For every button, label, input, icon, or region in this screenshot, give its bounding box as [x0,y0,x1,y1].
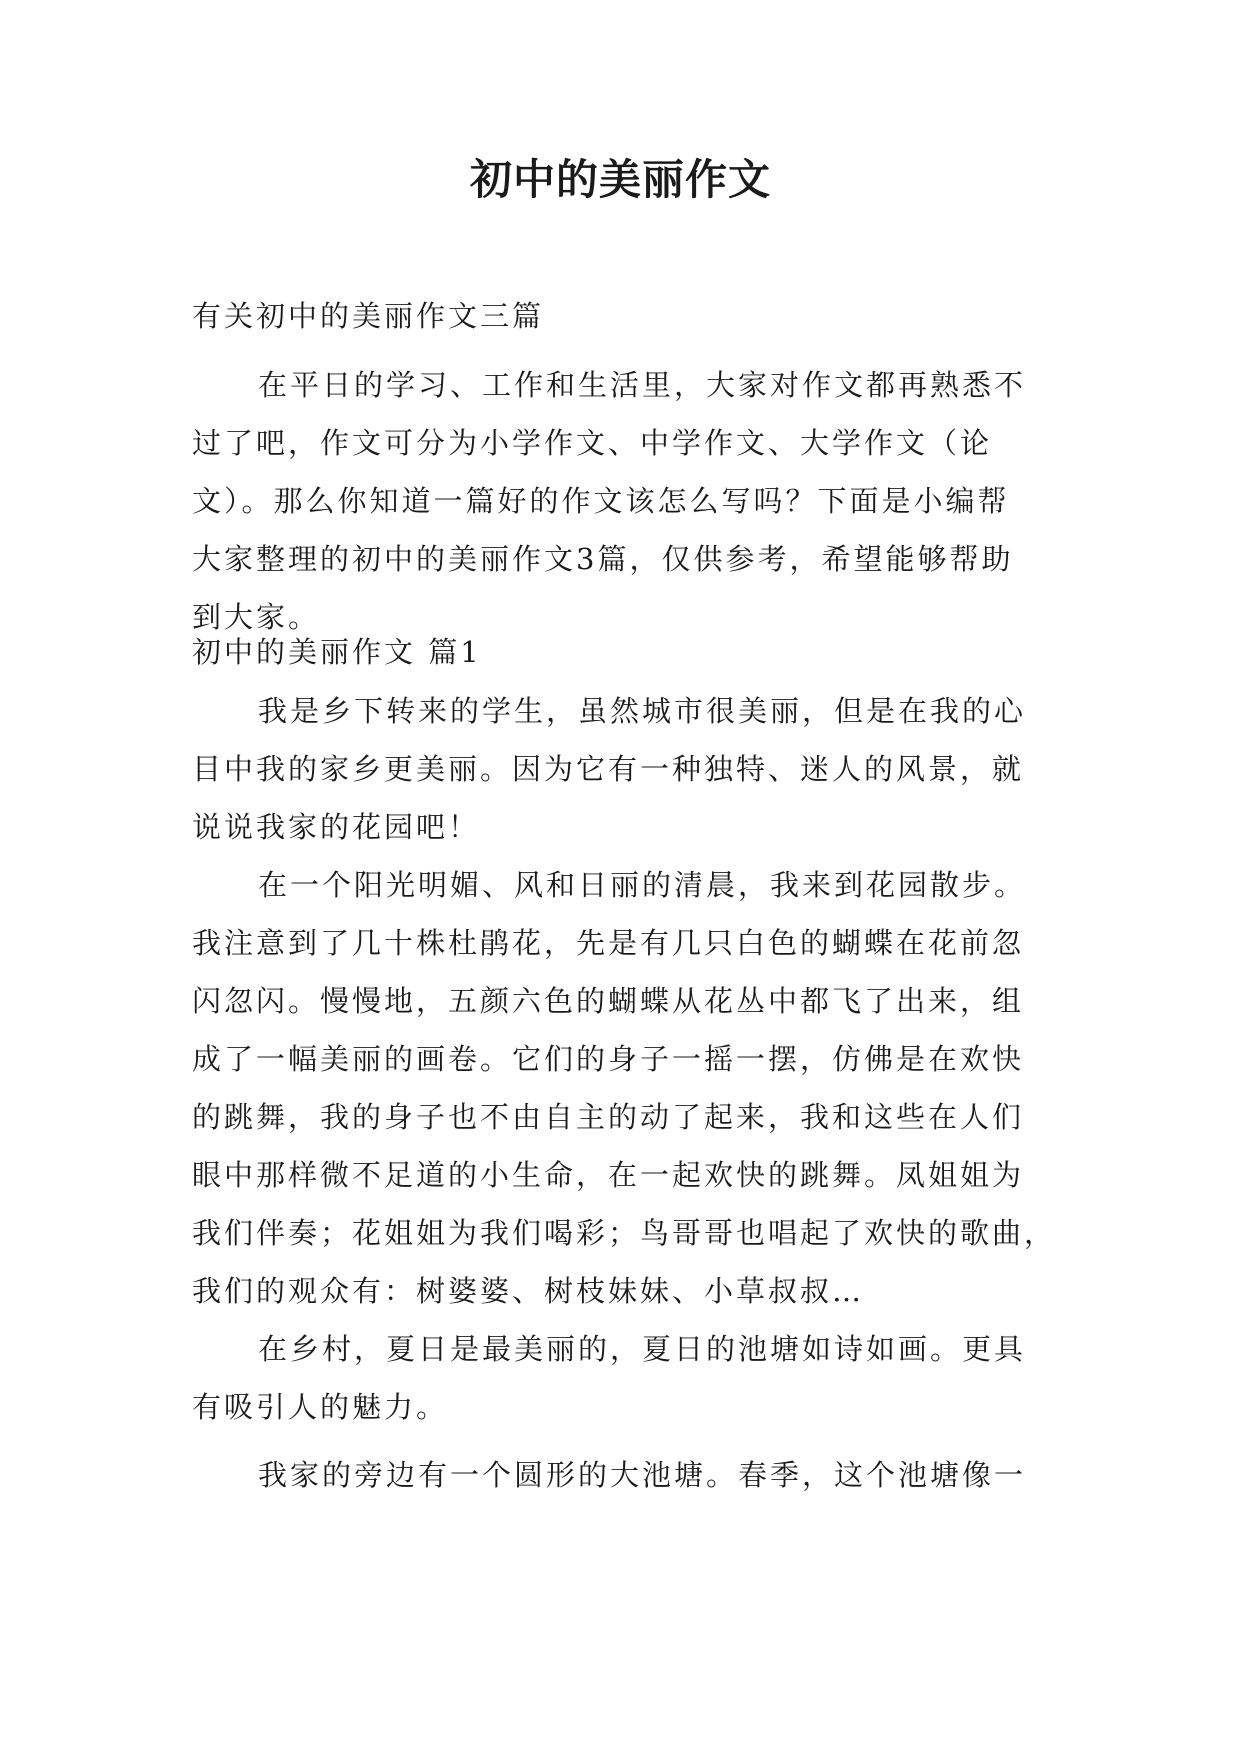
text-line: 在一个阳光明媚、风和日丽的清晨，我来到花园散步。 [258,868,1027,902]
text-line: 在乡村，夏日是最美丽的，夏日的池塘如诗如画。更具 [258,1332,1027,1366]
text-line: 在平日的学习、工作和生活里，大家对作文都再熟悉不 [258,368,1027,402]
text-line: 眼中那样微不足道的小生命，在一起欢快的跳舞。凤姐姐为 [192,1158,1025,1192]
intro-paragraph [192,356,1052,646]
text-line: 有吸引人的魅力。 [192,1390,449,1424]
section-heading-block [192,622,1052,682]
document-title: 初中的美丽作文 [469,155,771,204]
text-line: 闪忽闪。慢慢地，五颜六色的蝴蝶从花丛中都飞了出来，组 [192,984,1025,1018]
paragraph-1 [192,682,1052,856]
text-line: 我注意到了几十株杜鹃花，先是有几只白色的蝴蝶在花前忽 [192,926,1025,960]
text-line: 大家整理的初中的美丽作文3篇，仅供参考，希望能够帮助 [192,542,1014,576]
text-line: 的跳舞，我的身子也不由自主的动了起来，我和这些在人们 [192,1100,1025,1134]
text-line: 说说我家的花园吧！ [192,810,481,844]
document-subtitle: 有关初中的美丽作文三篇 [192,299,545,333]
text-line: 我们伴奏；花姐姐为我们喝彩；鸟哥哥也唱起了欢快的歌曲， [192,1216,1057,1250]
paragraph-3 [192,1320,1052,1436]
text-line: 到大家。 [192,600,321,634]
paragraph-2 [192,856,1057,1320]
text-line: 文）。那么你知道一篇好的作文该怎么写吗？下面是小编帮 [192,484,1010,518]
text-line: 成了一幅美丽的画卷。它们的身子一摇一摆，仿佛是在欢快 [192,1042,1025,1076]
paragraph-4 [192,1446,1052,1504]
text-line: 我家的旁边有一个圆形的大池塘。春季，这个池塘像一 [258,1458,1027,1492]
text-line: 目中我的家乡更美丽。因为它有一种独特、迷人的风景，就 [192,752,1025,786]
text-line: 我们的观众有：树婆婆、树枝妹妹、小草叔叔… [192,1274,865,1308]
section-heading: 初中的美丽作文 篇1 [192,635,482,669]
text-line: 过了吧，作文可分为小学作文、中学作文、大学作文（论 [192,426,993,460]
text-line: 我是乡下转来的学生，虽然城市很美丽，但是在我的心 [258,694,1027,728]
